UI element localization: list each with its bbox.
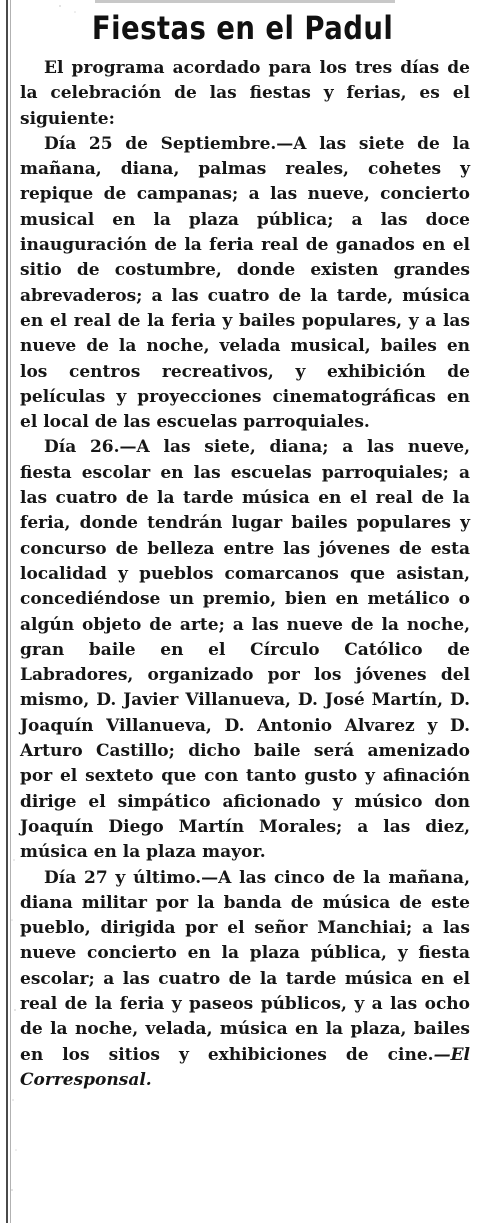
- article-title: Fiestas en el Padul: [91, 9, 394, 47]
- paragraph-day-26: Día 26.—A las siete, diana; a las nueve, fiesta escolar en las escuelas parroquiales; a las cuatro de la tarde música en el real de la feria, donde tendrán lugar bailes populares y concurso de belleza entre las jóvenes de esta localidad y pueblos comarcanos que asistan, concediéndose un premio, bien en metálico o algún objeto de arte; a las nueve de la noche, gran baile en el Círculo Católico de Labradores, organizado por los jóvenes del mismo, D. Javier Villanueva, D. José Martín, D. Joaquín Villanueva, D. Antonio Alvarez y D. Arturo Castillo; dicho baile será amenizado por el sexteto que con tanto gusto y afinación dirige el simpático aficionado y músico don Joaquín Diego Martín Morales; a las diez, música en la plaza mayor.: [20, 437, 470, 863]
- article-signature: —El Corresponsal.: [20, 1044, 470, 1090]
- article-body: [20, 56, 470, 1093]
- paragraph-day-27: [20, 866, 470, 1094]
- top-column-rule: [95, 0, 395, 3]
- paragraph-intro: El programa acordado para los tres días de la celebración de las fiestas y ferias, es el siguiente:: [20, 58, 470, 129]
- paragraph-day-25: Día 25 de Septiembre.—A las siete de la mañana, diana, palmas reales, cohetes y repique de campanas; a las nueve, concierto musical en la plaza pública; a las doce inauguración de la feria real de ganados en el sitio de costumbre, donde existen grandes abrevaderos; a las cuatro de la tarde, música en el real de la feria y bailes populares, y a las nueve de la noche, velada musical, bailes en los centros recreativos, y exhibición de películas y proyecciones cinematográficas en el local de las escuelas parroquiales.: [20, 133, 470, 433]
- paragraph-day-27-text: Día 27 y último.—A las cinco de la mañana, diana militar por la banda de música de este pueblo, dirigida por el señor Manchiai; a las nueve concierto en la plaza pública, y fiesta escolar; a las cuatro de la tarde música en el real de la feria y paseos públicos, y a las ocho de la noche, velada, música en la plaza, bailes en los sitios y exhibiciones de cine.: [20, 867, 470, 1065]
- left-column-rule-inner: [10, 0, 11, 1223]
- left-column-rule: [6, 0, 8, 1223]
